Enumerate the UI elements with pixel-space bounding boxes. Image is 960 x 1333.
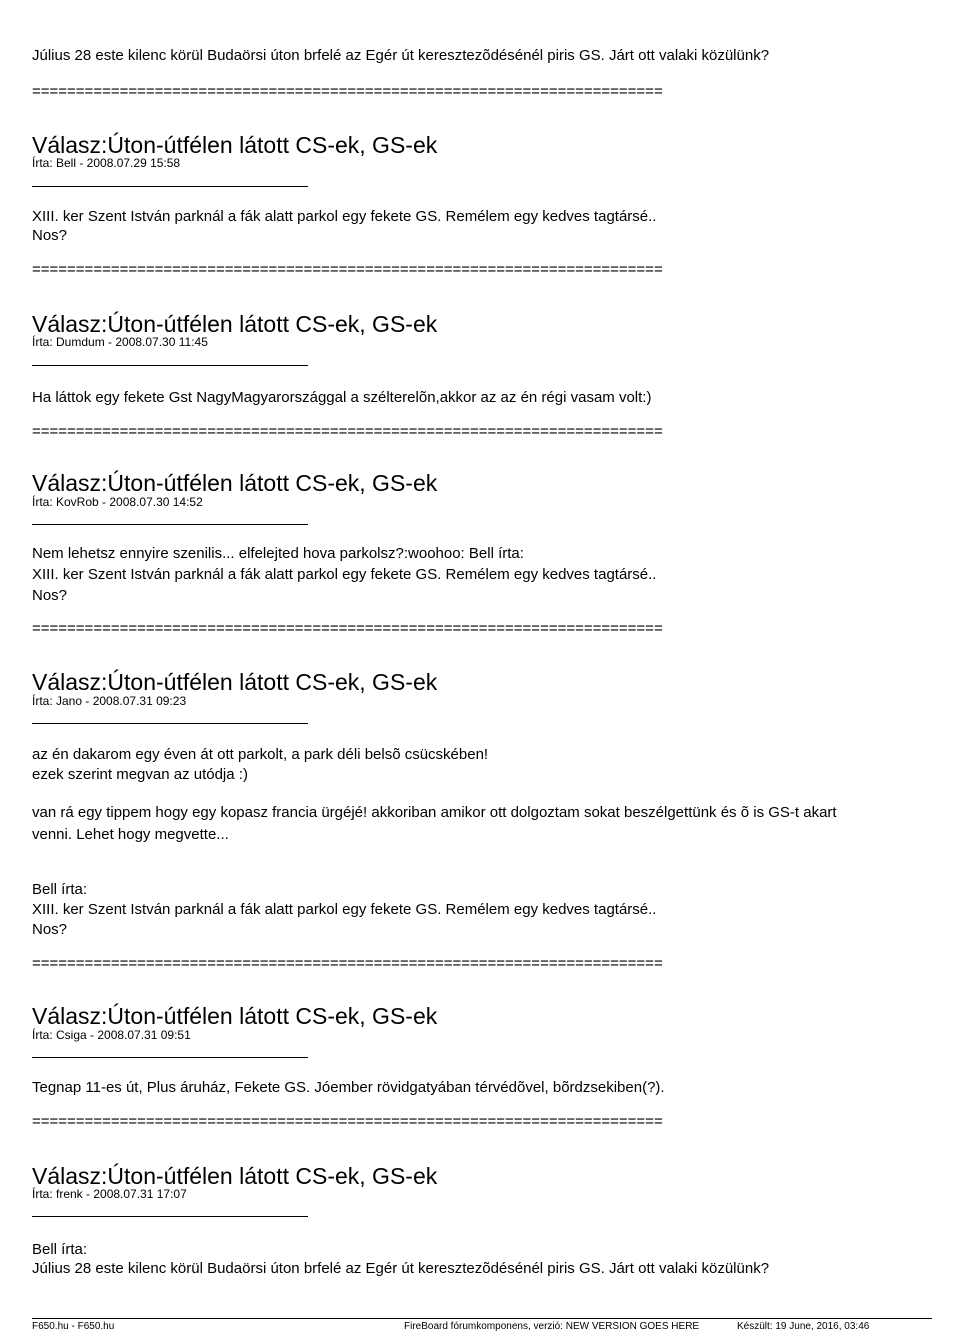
post-body-line: Tegnap 11-es út, Plus áruház, Fekete GS. Jóember rövidgatyában térvédõvel, bõrdzsekiben(?).: [32, 1079, 665, 1096]
post-body-line: Bell írta:: [32, 881, 88, 898]
separator: ========================================================================: [32, 1113, 663, 1130]
post-title: Válasz:Úton-útfélen látott CS-ek, GS-ek: [32, 311, 438, 337]
post-body-line: Ha láttok egy fekete Gst NagyMagyarországgal a szélterelõn,akkor az az én régi vasam volt:): [32, 389, 652, 406]
footer-component: FireBoard fórumkomponens, verzió: NEW VERSION GOES HERE: [404, 1321, 700, 1332]
post-body-line: XIII. ker Szent István parknál a fák alatt parkol egy fekete GS. Remélem egy kedves tagtársé..: [32, 208, 657, 225]
post-body-line: Nos?: [32, 587, 68, 604]
post-rule: [32, 1057, 308, 1058]
separator: ========================================================================: [32, 620, 663, 637]
post-title: Válasz:Úton-útfélen látott CS-ek, GS-ek: [32, 132, 438, 158]
post-body-line: van rá egy tippem hogy egy kopasz francia ürgéjé! akkoriban amikor ott dolgoztam sokat beszélgettünk és õ is GS-t akart: [32, 804, 837, 821]
post-meta: Írta: Dumdum - 2008.07.30 11:45: [32, 335, 208, 349]
separator: ========================================================================: [32, 83, 663, 100]
post-body-line: Nos?: [32, 227, 68, 244]
post-body-line: Július 28 este kilenc körül Budaörsi úton brfelé az Egér út keresztezõdésénél piris GS. Járt ott valaki közülünk?: [32, 1260, 770, 1277]
post-meta: Írta: KovRob - 2008.07.30 14:52: [32, 495, 203, 509]
post-rule: [32, 365, 308, 366]
post-meta: Írta: Jano - 2008.07.31 09:23: [32, 694, 187, 708]
post-body-line: ezek szerint megvan az utódja :): [32, 766, 248, 783]
separator: ========================================================================: [32, 261, 663, 278]
post-meta: Írta: Bell - 2008.07.29 15:58: [32, 156, 181, 170]
post-body-line: XIII. ker Szent István parknál a fák alatt parkol egy fekete GS. Remélem egy kedves tagtársé..: [32, 566, 657, 583]
post-rule: [32, 1216, 308, 1217]
post-meta: Írta: frenk - 2008.07.31 17:07: [32, 1187, 187, 1201]
post-title: Válasz:Úton-útfélen látott CS-ek, GS-ek: [32, 1163, 438, 1189]
footer-site: F650.hu - F650.hu: [32, 1321, 115, 1332]
separator: ========================================================================: [32, 423, 663, 440]
post-title: Válasz:Úton-útfélen látott CS-ek, GS-ek: [32, 669, 438, 695]
post-body-line: venni. Lehet hogy megvette...: [32, 826, 229, 843]
post-body-line: az én dakarom egy éven át ott parkolt, a park déli belsõ csücskében!: [32, 746, 489, 763]
post-title: Válasz:Úton-útfélen látott CS-ek, GS-ek: [32, 1003, 438, 1029]
post-rule: [32, 524, 308, 525]
post-meta: Írta: Csiga - 2008.07.31 09:51: [32, 1028, 191, 1042]
page-footer: [32, 1318, 932, 1333]
post-body-line: XIII. ker Szent István parknál a fák alatt parkol egy fekete GS. Remélem egy kedves tagtársé..: [32, 901, 657, 918]
post-body-line: Bell írta:: [32, 1241, 88, 1258]
post-rule: [32, 186, 308, 187]
intro-text: Július 28 este kilenc körül Budaörsi úton brfelé az Egér út keresztezõdésénél piris GS. Járt ott valaki közülünk?: [32, 47, 770, 64]
post-rule: [32, 723, 308, 724]
post-title: Válasz:Úton-útfélen látott CS-ek, GS-ek: [32, 470, 438, 496]
post-body-line: Nem lehetsz ennyire szenilis... elfelejted hova parkolsz?:woohoo: Bell írta:: [32, 545, 524, 562]
post-body-line: Nos?: [32, 921, 68, 938]
footer-generated: Készült: 19 June, 2016, 03:46: [737, 1321, 870, 1332]
separator: ========================================================================: [32, 955, 663, 972]
